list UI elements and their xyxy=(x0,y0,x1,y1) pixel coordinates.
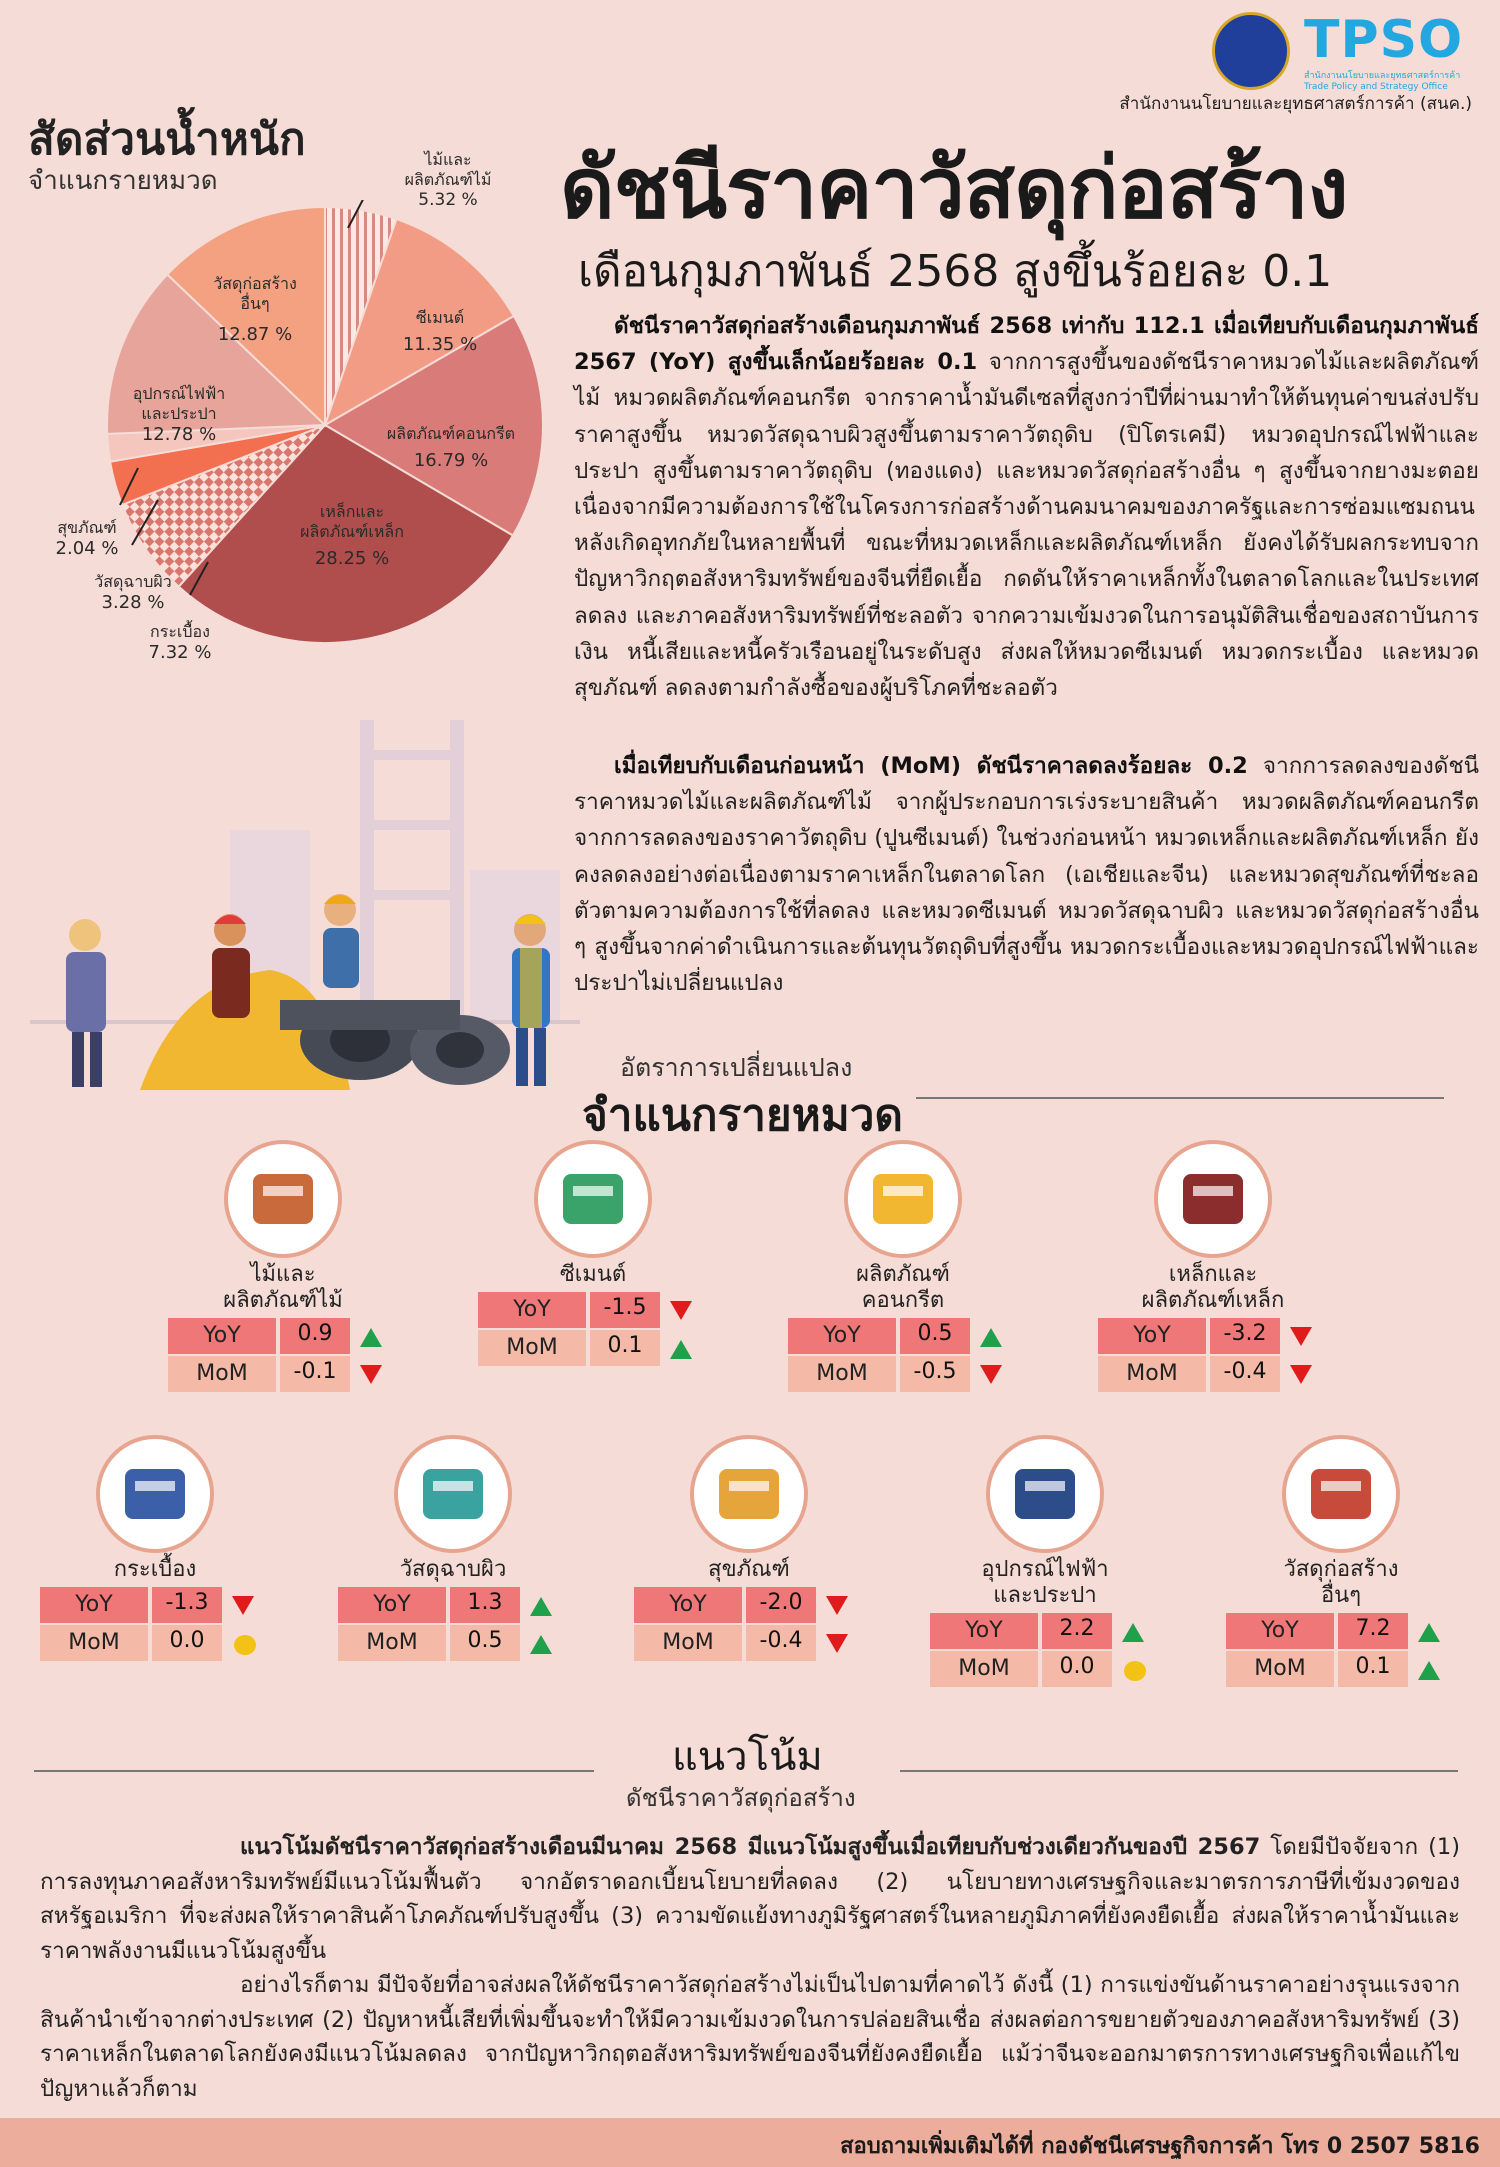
trend-lead: แนวโน้มดัชนีราคาวัสดุก่อสร้างเดือนมีนาคม 2568 มีแนวโน้มสูงขึ้นเมื่อเทียบกับช่วงเดียวกันของปี 2567 xyxy=(240,1834,1261,1860)
yoy-value: 1.3 xyxy=(448,1587,520,1623)
pie-label-concrete xyxy=(376,424,526,473)
pie-label-electrical xyxy=(104,384,254,447)
pie-label-text: ผลิตภัณฑ์คอนกรีต xyxy=(386,424,516,443)
trend-text: โดยมีปัจจัยจาก (1) การลงทุนภาคอสังหาริมทรัพย์มีแนวโน้มฟื้นตัว จากอัตราดอกเบี้ยนโยบายที่ลดลง (2) นโยบายทางเศรษฐกิจและมาตรการภาษีที่เข้มงวดของสหรัฐอเมริกา ที่จะส่งผลให้ราคาสินค้าโภคภัณฑ์ปรับสูงขึ้น (3) ความขัดแย้งทางภูมิรัฐศาสตร์ในหลายภูมิภาคที่ยังคงยืดเยื้อ ส่งผลให้ราคาน้ำมันและราคาพลังงานมีแนวโน้มสูงขึ้น xyxy=(40,1834,1460,1964)
unchanged-dot-icon xyxy=(1124,1661,1146,1681)
category-card xyxy=(768,1140,1038,1430)
yoy-row xyxy=(788,1318,1008,1354)
summary-yoy-text: จากการสูงขึ้นของดัชนีราคาหมวดไม้และผลิตภัณฑ์ไม้ หมวดผลิตภัณฑ์คอนกรีต จากราคาน้ำมันดีเซลที่สูงกว่าปีที่ผ่านมาทำให้ต้นทุนค่าขนส่งปรับราคาสูงขึ้น หมวดวัสดุฉาบผิวสูงขึ้นตามราคาวัตถุดิบ (ปิโตรเคมี) หมวดอุปกรณ์ไฟฟ้าและประปา สูงขึ้นตามราคาวัตถุดิบ (ทองแดง) และหมวดวัสดุก่อสร้างอื่น ๆ สูงขึ้นจากยางมะตอย เนื่องจากมีความต้องการใช้ในโครงการก่อสร้างด้านคมนาคมของภาครัฐและการซ่อมแซมถนนหลังเกิดอุทกภัยในหลายพื้นที่ ขณะที่หมวดเหล็กและผลิตภัณฑ์เหล็ก ยังคงได้รับผลกระทบจากปัญหาวิกฤตอสังหาริมทรัพย์ของจีนที่ยืดเยื้อ กดดันให้ราคาเหล็กทั้งในตลาดโลกและในประเทศลดลง และภาคอสังหาริมทรัพย์ที่ชะลอตัว จากความเข้มงวดในการอนุมัติสินเชื่อของสถาบันการเงิน หนี้เสียและหนี้ครัวเรือนอยู่ในระดับสูง ส่งผลให้หมวดซีเมนต์ หมวดกระเบื้อง และหมวดสุขภัณฑ์ ลดลงตามกำลังซื้อของผู้บริโภคที่ชะลอตัว xyxy=(574,349,1479,702)
pie-label-pct: 12.87 % xyxy=(217,324,293,345)
up-arrow-icon xyxy=(670,1339,692,1359)
concrete-mixer-icon xyxy=(844,1140,962,1258)
mom-label: MoM xyxy=(338,1625,446,1661)
category-name: วัสดุฉาบผิว xyxy=(399,1557,507,1582)
category-card xyxy=(614,1435,884,1725)
category-card xyxy=(148,1140,418,1430)
summary-yoy-lead: ดัชนีราคาวัสดุก่อสร้างเดือนกุมภาพันธ์ 2568 เท่ากับ 112.1 เมื่อเทียบกับเดือนกุมภาพันธ์ 2567 (YoY) สูงขึ้นเล็กน้อยร้อยละ 0.1 xyxy=(574,313,1479,376)
pie-title: สัดส่วนน้ำหนัก xyxy=(28,114,306,165)
mom-label: MoM xyxy=(40,1625,148,1661)
mom-row xyxy=(788,1356,1008,1392)
pie-label-text: ผลิตภัณฑ์ไม้ xyxy=(404,170,492,189)
pie-subtitle: จำแนกรายหมวด xyxy=(28,166,218,196)
yoy-row xyxy=(930,1613,1150,1649)
pie-label-other xyxy=(190,274,320,347)
yoy-row xyxy=(634,1587,854,1623)
summary-paragraph-mom xyxy=(574,748,1479,1001)
down-arrow-icon xyxy=(1290,1365,1312,1385)
pie-label-pct: 7.32 % xyxy=(148,642,212,663)
rate-section-title: จำแนกรายหมวด xyxy=(582,1090,903,1141)
category-name: อุปกรณ์ไฟฟ้า และประปา xyxy=(981,1557,1109,1608)
mom-label: MoM xyxy=(478,1330,586,1366)
pie-label-text: และประปา xyxy=(141,404,217,423)
up-arrow-icon xyxy=(530,1596,552,1616)
mom-row xyxy=(478,1330,698,1366)
pie-label-wood xyxy=(388,150,508,211)
summary-mom-text: จากการลดลงของดัชนีราคาหมวดไม้และผลิตภัณฑ์ไม้ จากผู้ประกอบการเร่งระบายสินค้า หมวดผลิตภัณฑ์คอนกรีต จากการลดลงของราคาวัตถุดิบ (ปูนซีเมนต์) ในช่วงก่อนหน้า หมวดเหล็กและผลิตภัณฑ์เหล็ก ยังคงลดลงอย่างต่อเนื่องตามราคาเหล็กในตลาดโลก (เอเชียและจีน) และหมวดสุขภัณฑ์ที่ชะลอตัวตามความต้องการใช้ที่ลดลง และหมวดซีเมนต์ หมวดวัสดุฉาบผิว และหมวดวัสดุก่อสร้างอื่น ๆ สูงขึ้นจากค่าดำเนินการและต้นทุนวัตถุดิบที่สูงขึ้น หมวดกระเบื้องและหมวดอุปกรณ์ไฟฟ้าและประปาไม่เปลี่ยนแปลง xyxy=(574,753,1479,997)
yoy-value: 0.9 xyxy=(278,1318,350,1354)
mom-value: 0.1 xyxy=(1336,1651,1408,1687)
yoy-row xyxy=(1098,1318,1318,1354)
yoy-label: YoY xyxy=(1098,1318,1206,1354)
pie-label-tile xyxy=(130,622,230,665)
up-arrow-icon xyxy=(1418,1622,1440,1642)
tpso-logo: TPSO xyxy=(1304,10,1464,70)
yoy-label: YoY xyxy=(338,1587,446,1623)
yoy-value: -2.0 xyxy=(744,1587,816,1623)
pie-label-text: สุขภัณฑ์ xyxy=(57,518,117,537)
pie-label-text: ซีเมนต์ xyxy=(415,308,465,327)
mom-row xyxy=(338,1625,558,1661)
mom-value: 0.0 xyxy=(150,1625,222,1661)
summary-paragraph-yoy xyxy=(574,308,1479,706)
tpso-logo-subtitle: สำนักงานนโยบายและยุทธศาสตร์การค้า Trade Policy and Strategy Office xyxy=(1304,71,1461,92)
trend-paragraph-2: อย่างไรก็ตาม มีปัจจัยที่อาจส่งผลให้ดัชนีราคาวัสดุก่อสร้างไม่เป็นไปตามที่คาดไว้ ดังนี้ (1) การแข่งขันด้านราคาอย่างรุนแรงจากสินค้านำเข้าจากต่างประเทศ (2) ปัญหาหนี้เสียที่เพิ่มขึ้นจะทำให้มีความเข้มงวดในการปล่อยสินเชื่อ ส่งผลต่อการขยายตัวของภาคอสังหาริมทรัพย์ (3) ราคาเหล็กในตลาดโลกยังคงมีแนวโน้มลดลง จากปัญหาวิกฤตอสังหาริมทรัพย์ของจีนที่ยังคงยืดเยื้อ แม้ว่าจีนจะออกมาตรการทางเศรษฐกิจเพื่อแก้ไขปัญหาแล้วก็ตาม xyxy=(40,1972,1460,2102)
down-arrow-icon xyxy=(1290,1327,1312,1347)
down-arrow-icon xyxy=(670,1301,692,1321)
yoy-label: YoY xyxy=(478,1292,586,1328)
yoy-label: YoY xyxy=(788,1318,896,1354)
category-name: วัสดุก่อสร้าง อื่นๆ xyxy=(1283,1557,1399,1608)
yoy-label: YoY xyxy=(1226,1613,1334,1649)
plug-icon xyxy=(986,1435,1104,1553)
wood-logs-icon xyxy=(224,1140,342,1258)
yoy-row xyxy=(168,1318,388,1354)
office-name: สำนักงานนโยบายและยุทธศาสตร์การค้า (สนค.) xyxy=(1119,94,1472,114)
footer-bar xyxy=(0,2118,1500,2167)
bathtub-icon xyxy=(690,1435,808,1553)
mom-row xyxy=(1098,1356,1318,1392)
cement-bag-icon xyxy=(534,1140,652,1258)
mom-row xyxy=(40,1625,260,1661)
mom-value: -0.1 xyxy=(278,1356,350,1392)
yoy-row xyxy=(1226,1613,1446,1649)
up-arrow-icon xyxy=(1122,1622,1144,1642)
yoy-value: -3.2 xyxy=(1208,1318,1280,1354)
mom-value: 0.5 xyxy=(448,1625,520,1661)
pie-label-pct: 28.25 % xyxy=(314,548,390,569)
pie-label-pct: 16.79 % xyxy=(413,450,489,471)
down-arrow-icon xyxy=(826,1596,848,1616)
category-name: เหล็กและ ผลิตภัณฑ์เหล็ก xyxy=(1141,1262,1285,1313)
pie-label-sanitary xyxy=(42,518,132,561)
mom-label: MoM xyxy=(788,1356,896,1392)
mom-row xyxy=(930,1651,1150,1687)
paint-bucket-icon xyxy=(394,1435,512,1553)
yoy-label: YoY xyxy=(168,1318,276,1354)
category-card xyxy=(318,1435,588,1725)
yoy-value: 0.5 xyxy=(898,1318,970,1354)
mom-label: MoM xyxy=(1098,1356,1206,1392)
pie-label-pct: 5.32 % xyxy=(418,190,478,210)
mom-row xyxy=(1226,1651,1446,1687)
summary-mom-lead: เมื่อเทียบกับเดือนก่อนหน้า (MoM) ดัชนีราคาลดลงร้อยละ 0.2 xyxy=(614,753,1248,779)
mom-value: -0.4 xyxy=(1208,1356,1280,1392)
category-name: ซีเมนต์ xyxy=(559,1262,627,1287)
divider xyxy=(916,1097,1444,1099)
ministry-seal-icon xyxy=(1212,12,1290,90)
pie-label-text: ผลิตภัณฑ์เหล็ก xyxy=(300,522,404,541)
yoy-label: YoY xyxy=(930,1613,1038,1649)
yoy-value: 7.2 xyxy=(1336,1613,1408,1649)
steel-beam-icon xyxy=(1154,1140,1272,1258)
divider xyxy=(900,1770,1458,1772)
page-subtitle: เดือนกุมภาพันธ์ 2568 สูงขึ้นร้อยละ 0.1 xyxy=(578,246,1333,297)
yoy-value: 2.2 xyxy=(1040,1613,1112,1649)
up-arrow-icon xyxy=(360,1327,382,1347)
mom-row xyxy=(634,1625,854,1661)
mom-value: -0.4 xyxy=(744,1625,816,1661)
mom-row xyxy=(168,1356,388,1392)
mom-value: 0.0 xyxy=(1040,1651,1112,1687)
mom-value: -0.5 xyxy=(898,1356,970,1392)
pie-label-text: วัสดุฉาบผิว xyxy=(94,572,172,591)
category-card xyxy=(20,1435,290,1725)
mom-value: 0.1 xyxy=(588,1330,660,1366)
mom-label: MoM xyxy=(1226,1651,1334,1687)
category-name: ผลิตภัณฑ์ คอนกรีต xyxy=(856,1262,950,1313)
down-arrow-icon xyxy=(232,1596,254,1616)
tile-icon xyxy=(96,1435,214,1553)
category-card xyxy=(1206,1435,1476,1725)
trend-title: แนวโน้ม xyxy=(672,1734,823,1780)
yoy-row xyxy=(478,1292,698,1328)
mom-label: MoM xyxy=(168,1356,276,1392)
pie-label-steel xyxy=(282,502,422,571)
category-name: กระเบื้อง xyxy=(113,1557,197,1582)
category-card xyxy=(458,1140,728,1430)
up-arrow-icon xyxy=(980,1327,1002,1347)
yoy-value: -1.3 xyxy=(150,1587,222,1623)
pie-label-pct: 2.04 % xyxy=(55,538,119,559)
pie-label-text: ไม้และ xyxy=(424,150,472,169)
yoy-value: -1.5 xyxy=(588,1292,660,1328)
pie-label-text: อุปกรณ์ไฟฟ้า xyxy=(132,384,226,403)
pie-label-text: อื่นๆ xyxy=(240,294,270,313)
up-arrow-icon xyxy=(530,1634,552,1654)
pie-label-pct: 11.35 % xyxy=(402,334,478,355)
trend-subtitle: ดัชนีราคาวัสดุก่อสร้าง xyxy=(626,1784,856,1812)
down-arrow-icon xyxy=(980,1365,1002,1385)
pie-label-text: กระเบื้อง xyxy=(150,622,210,641)
category-card xyxy=(910,1435,1180,1725)
yoy-label: YoY xyxy=(40,1587,148,1623)
trend-paragraph-1 xyxy=(40,1830,1460,1968)
down-arrow-icon xyxy=(360,1365,382,1385)
unchanged-dot-icon xyxy=(234,1635,256,1655)
pie-label-text: เหล็กและ xyxy=(319,502,385,521)
mom-label: MoM xyxy=(634,1625,742,1661)
footer-contact: สอบถามเพิ่มเติมได้ที่ กองดัชนีเศรษฐกิจการค้า โทร 0 2507 5816 xyxy=(840,2134,1480,2159)
construction-workers-illustration xyxy=(30,720,580,1090)
pie-label-cement xyxy=(380,308,500,357)
up-arrow-icon xyxy=(1418,1660,1440,1680)
yoy-row xyxy=(40,1587,260,1623)
category-card xyxy=(1078,1140,1348,1430)
mom-label: MoM xyxy=(930,1651,1038,1687)
yoy-label: YoY xyxy=(634,1587,742,1623)
divider xyxy=(34,1770,594,1772)
page-title: ดัชนีราคาวัสดุก่อสร้าง xyxy=(560,139,1348,237)
pie-label-pct: 3.28 % xyxy=(101,592,165,613)
logo-group xyxy=(1212,10,1472,90)
rate-section-caption: อัตราการเปลี่ยนแปลง xyxy=(620,1053,853,1082)
pie-label-pct: 12.78 % xyxy=(141,424,217,445)
pie-label-coating xyxy=(78,572,188,615)
bricks-icon xyxy=(1282,1435,1400,1553)
yoy-row xyxy=(338,1587,558,1623)
category-name: ไม้และ ผลิตภัณฑ์ไม้ xyxy=(223,1262,343,1313)
down-arrow-icon xyxy=(826,1634,848,1654)
category-name: สุขภัณฑ์ xyxy=(708,1557,790,1582)
pie-label-text: วัสดุก่อสร้าง xyxy=(213,274,297,293)
